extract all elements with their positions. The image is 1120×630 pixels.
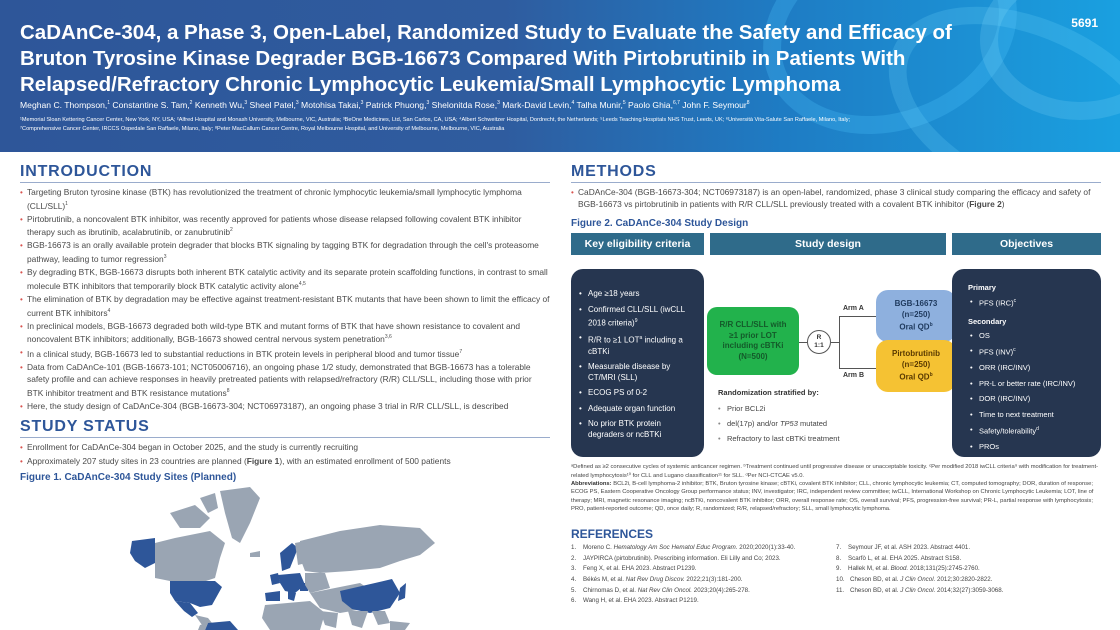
intro-bullet: • Targeting Bruton tyrosine kinase (BTK) has revolutionized the treatment of chronic lymphocytic leukemia/small lymphocytic lymphoma $(CLL/SLL)^1$ xyxy=(20,187,550,212)
connector-line xyxy=(799,342,807,343)
arm-b-box: Pirtobrutinib (n=250) Oral $QD^b$ xyxy=(876,340,956,392)
eligibility-item: • Age ≥18 years xyxy=(579,289,694,300)
objective-item: • DOR (IRC/INV) xyxy=(968,394,1093,403)
methods-list xyxy=(571,187,1101,210)
eligibility-item: • Adequate organ function xyxy=(579,404,694,415)
introduction-list xyxy=(20,187,550,412)
primary-label: Primary xyxy=(968,283,996,293)
introduction-heading: INTRODUCTION xyxy=(20,163,550,183)
randomization-node: R 1:1 xyxy=(807,330,831,354)
intro-bullet: • The elimination of BTK by degradation may be effective against treatment-resistant BTK mutants that have been shown to limit the efficacy of current BTK inhibitors$^4$ xyxy=(20,294,550,319)
figure-footnotes: ᵃDefined as ≥2 consecutive cycles of systemic anticancer regimen. ᵇTreatment continued until progressive disease or unacceptable toxicity. ᶜPer modified 2018 iwCLL criteria⁹ with modification for treatment-related lymphocytosis¹⁰ for CLL and Lugano classification¹¹ for SLL. ᵈPer NCI-CTCAE v5.0. Abbreviations: BCL2i, B-cell lymphoma-2 inhibitor; BTK, Bruton tyrosine kinase; cBTKi, covalent BTK inhibitor; CLL, chronic lymphocytic leukemia; CT, computed tomography; DOR, duration of response; ECOG PS, Eastern Cooperative Oncology Group performance status; INV, investigator; IRC, independent review committee; iwCLL, International Workshop on Chronic Lymphocytic Leukemia; LOT, line of therapy; MRI, magnetic resonance imaging; ncBTKi, noncovalent BTK inhibitor; ORR, overall response rate; OS, overall survival; PFS, progression-free survival; PR-L, partial response with lymphocytosis; PRO, patient-reported outcome; QD, once daily; R, randomized; R/R, relapsed/refractory; SLL, small lymphocytic lymphoma. xyxy=(571,464,1099,512)
objective-item: • Safety/tolerability$^d$ xyxy=(968,425,1093,436)
population-box: R/R CLL/SLL with ≥1 prior LOT including cBTKi (N=500) xyxy=(707,307,799,375)
references-list xyxy=(571,543,1101,607)
study-status-list xyxy=(20,442,550,467)
reference-item: 7. Seymour JF, et al. ASH 2023. Abstract 4401. xyxy=(836,544,971,552)
reference-item: 8. Scarfò L, et al. EHA 2025. Abstract S158. xyxy=(836,554,962,562)
objective-item: • PR-L or better rate (IRC/INV) xyxy=(968,379,1093,388)
eligibility-item: • Confirmed CLL/SLL (iwCLL 2018 criteria)$^9$ xyxy=(579,305,694,329)
status-bullet: • Enrollment for CaDAnCe-304 began in October 2025, and the study is currently recruiting xyxy=(20,442,550,454)
reference-item: 5. Chirnomas D, et al. Nat Rev Clin Oncol. 2023;20(4):265-278. xyxy=(571,586,750,594)
intro-bullet: • BGB-16673 is an orally available protein degrader that blocks BTK signaling by tagging BTK for degradation through the cell's proteasome pathway, leading to tumor regression$^3$ xyxy=(20,240,550,265)
objective-item: • ORR (IRC/INV) xyxy=(968,363,1093,372)
right-column xyxy=(571,163,1101,607)
reference-item: 4. Békés M, et al. Nat Rev Drug Discov. 2022;21(3):181-200. xyxy=(571,575,743,583)
objective-item: • PROs xyxy=(968,442,1093,451)
figure-2-title: Figure 2. CaDAnCe-304 Study Design xyxy=(571,218,749,230)
arm-a-box: BGB-16673 (n=250) Oral $QD^b$ xyxy=(876,290,956,342)
reference-item: 10. Cheson BD, et al. J Clin Oncol. 2012;30:2820-2822. xyxy=(836,575,993,583)
header-study-design: Study design xyxy=(710,233,946,255)
arm-b-label: Arm B xyxy=(843,372,865,380)
eligibility-item: • No prior BTK protein degraders or ncBTKi xyxy=(579,419,694,441)
arm-a-label: Arm A xyxy=(843,305,864,313)
author-list: Meghan C. Thompson,$^1$ Constantine S. Tam,$^2$ Kenneth Wu,$^3$ Sheel Patel,$^3$ Motohisa Takai,$^3$ Patrick Phuong,$^3$ Shelonitda Rose,$^3$ Mark-David Levin,$^4$ Talha Munir,$^5$ Paolo Ghia,$^{6,7}$ John F. Seymour$^8$ xyxy=(20,100,750,110)
intro-bullet: • In preclinical models, BGB-16673 degraded both wild-type BTK and mutant forms of BTK that have shown resistance to covalent and noncovalent BTK inhibitors; additionally, BGB-16673 showed central nervous system penetration$^{3,6}$ xyxy=(20,321,550,346)
reference-item: 1. Moreno C. Hematology Am Soc Hematol Educ Program. 2020;2020(1):33-40. xyxy=(571,544,796,552)
eligibility-item: • Measurable disease by CT/MRI (SLL) xyxy=(579,362,694,384)
arm-b-arrow xyxy=(839,368,876,369)
intro-bullet: • Data from CaDAnCe-101 (BGB-16673-101; NCT05006716), an ongoing phase 1/2 study, demonstrated that BGB-16673 has a tolerable safety profile and can achieve responses in heavily pretreated patients with relapsed/refractory (R/R) CLL/SLL, including those with prior BTK inhibitor treatment and BTK resistance mutations$^8$ xyxy=(20,362,550,399)
objective-item: • Time to next treatment xyxy=(968,410,1093,419)
objective-item: • PFS (IRC)$^c$ xyxy=(968,297,1093,308)
world-map-graphic xyxy=(100,483,460,630)
affiliations: ¹Memorial Sloan Kettering Cancer Center, New York, NY, USA; ²Alfred Hospital and Monash University, Melbourne, VIC, Australia; ³BeOne Medicines, Ltd, San Carlos, CA, USA; ⁴Albert Schweitzer Hospital, Dordrecht, the Netherlands; ⁵Leeds Teaching Hospitals NHS Trust, Leeds, UK; ⁶Università Vita-Salute San Raffaele, Milano, Italy; ⁷Comprehensive Cancer Center, IRCCS Ospedale San Raffaele, Milano, Italy; ⁸Peter MacCallum Cancer Centre, Royal Melbourne Hospital, and University of Melbourne, Melbourne, VIC, Australia xyxy=(20,117,851,132)
eligibility-item: • ECOG PS of 0-2 xyxy=(579,388,694,399)
intro-bullet: • In a clinical study, BGB-16673 led to substantial reductions in BTK protein levels in peripheral blood and tumor tissue$^7$ xyxy=(20,347,550,361)
reference-item: 6. Wang H, et al. EHA 2023. Abstract P1219. xyxy=(571,597,699,605)
secondary-label: Secondary xyxy=(968,316,1007,326)
poster-title: CaDAnCe-304, a Phase 3, Open-Label, Randomized Study to Evaluate the Safety and Efficacy of Bruton Tyrosine Kinase Degrader BGB-16673 Compared With Pirtobrutinib in Patients With Relapsed/Refractory Chronic Lymphocytic Leukemia/Small Lymphocytic Lymphoma xyxy=(20,21,952,96)
arm-a-arrow xyxy=(839,316,876,317)
objective-item: • OS xyxy=(968,331,1093,340)
reference-item: 3. Feng X, et al. EHA 2023. Abstract P1239. xyxy=(571,565,697,573)
stratification-title: Randomization stratified by: xyxy=(718,388,819,398)
reference-item: 11. Cheson BD, et al. J Clin Oncol. 2014;32(27):3059-3068. xyxy=(836,586,1004,594)
methods-heading: METHODS xyxy=(571,163,1101,183)
poster-header xyxy=(0,0,1120,152)
header-eligibility: Key eligibility criteria xyxy=(571,233,704,255)
eligibility-box xyxy=(571,269,704,457)
reference-item: 2. JAYPIRCA (pirtobrutinib). Prescribing information. Eli Lilly and Co; 2023. xyxy=(571,554,781,562)
study-design-diagram xyxy=(571,233,1101,452)
references-heading: REFERENCES xyxy=(571,527,654,542)
status-bullet: • Approximately 207 study sites in 23 countries are planned (Figure 1), with an estimated enrollment of 500 patients xyxy=(20,456,550,468)
stratification-item: • Refractory to last cBTKi treatment xyxy=(718,434,840,443)
left-column xyxy=(20,163,550,487)
study-sites-map xyxy=(100,483,460,630)
figure-1-title: Figure 1. CaDAnCe-304 Study Sites (Planned) xyxy=(20,472,237,484)
objective-item: • PFS (INV)$^c$ xyxy=(968,346,1093,357)
header-objectives: Objectives xyxy=(952,233,1101,255)
reference-item: 9. Hallek M, et al. Blood. 2018;131(25):2745-2760. xyxy=(836,565,980,573)
poster-number: 5691 xyxy=(1071,16,1098,30)
eligibility-item: • R/R to ≥1 LOT$^a$ including a cBTKi xyxy=(579,333,694,357)
connector-line xyxy=(839,316,840,369)
intro-bullet: • By degrading BTK, BGB-16673 disrupts both inherent BTK catalytic activity and its separate protein scaffolding functions, in contrast to small molecule BTK inhibitors that temporarily block BTK catalytic activity alone$^{4,5}$ xyxy=(20,267,550,292)
connector-line xyxy=(831,342,839,343)
stratification-item: • del(17p) and/or TP53 mutated xyxy=(718,419,840,428)
stratification-list xyxy=(718,404,840,449)
objectives-box xyxy=(952,269,1101,457)
intro-bullet: • Here, the study design of CaDAnCe-304 (BGB-16673-304; NCT06973187), an ongoing phase 3 trial in R/R CLL/SLL, is described xyxy=(20,401,550,413)
intro-bullet: • Pirtobrutinib, a noncovalent BTK inhibitor, was recently approved for patients whose disease relapsed following covalent BTK inhibitor therapy such as ibrutinib, acalabrutinib, or zanubrutinib$^2$ xyxy=(20,214,550,239)
methods-bullet: • CaDAnCe-304 (BGB-16673-304; NCT06973187) is an open-label, randomized, phase 3 clinical study comparing the efficacy and safety of BGB-16673 vs pirtobrutinib in patients with R/R CLL/SLL previously treated with a covalent BTK inhibitor (Figure 2) xyxy=(571,187,1101,210)
study-status-heading: STUDY STATUS xyxy=(20,418,550,438)
stratification-item: • Prior BCL2i xyxy=(718,404,840,413)
